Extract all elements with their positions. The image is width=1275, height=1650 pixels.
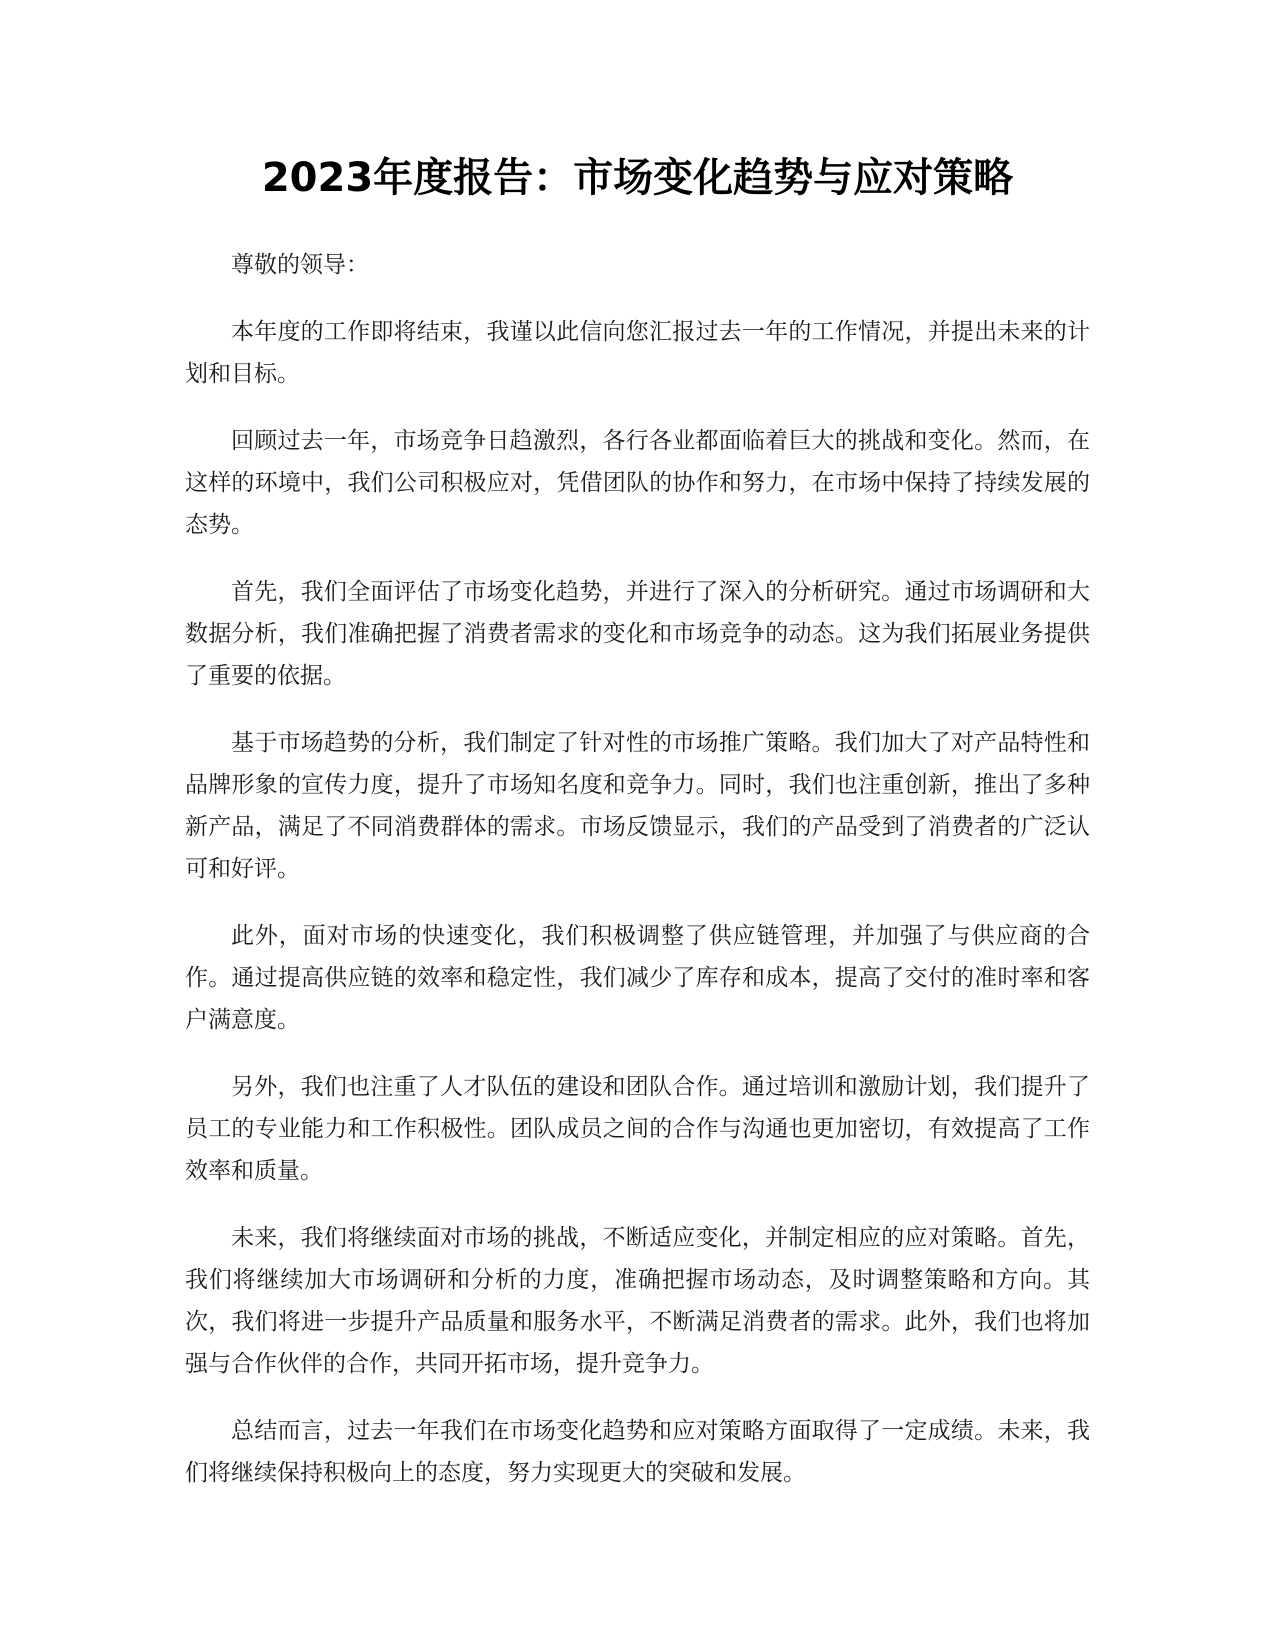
paragraph-3: 首先，我们全面评估了市场变化趋势，并进行了深入的分析研究。通过市场调研和大数据分析，我们准确把握了消费者需求的变化和市场竞争的动态。这为我们拓展业务提供了重要的依据。: [185, 579, 1090, 689]
paragraph-4: 基于市场趋势的分析，我们制定了针对性的市场推广策略。我们加大了对产品特性和品牌形象的宣传力度，提升了市场知名度和竞争力。同时，我们也注重创新，推出了多种新产品，满足了不同消费群体的需求。市场反馈显示，我们的产品受到了消费者的广泛认可和好评。: [185, 730, 1090, 882]
paragraph-7: 未来，我们将继续面对市场的挑战，不断适应变化，并制定相应的应对策略。首先，我们将继续加大市场调研和分析的力度，准确把握市场动态，及时调整策略和方向。其次，我们将进一步提升产品质量和服务水平，不断满足消费者的需求。此外，我们也将加强与合作伙伴的合作，共同开拓市场，提升竞争力。: [185, 1225, 1090, 1377]
paragraph-6: 另外，我们也注重了人才队伍的建设和团队合作。通过培训和激励计划，我们提升了员工的专业能力和工作积极性。团队成员之间的合作与沟通也更加密切，有效提高了工作效率和质量。: [185, 1074, 1090, 1184]
paragraph-5: 此外，面对市场的快速变化，我们积极调整了供应链管理，并加强了与供应商的合作。通过提高供应链的效率和稳定性，我们减少了库存和成本，提高了交付的准时率和客户满意度。: [185, 923, 1090, 1033]
greeting: 尊敬的领导：: [231, 252, 369, 278]
paragraph-2: 回顾过去一年，市场竞争日趋激烈，各行各业都面临着巨大的挑战和变化。然而，在这样的环境中，我们公司积极应对，凭借团队的协作和努力，在市场中保持了持续发展的态势。: [185, 428, 1090, 538]
document-body: [185, 244, 1090, 1519]
document-title: 2023年度报告：市场变化趋势与应对策略: [261, 155, 1014, 201]
paragraph-1: 本年度的工作即将结束，我谨以此信向您汇报过去一年的工作情况，并提出未来的计划和目标。: [185, 319, 1090, 387]
paragraph-8: 总结而言，过去一年我们在市场变化趋势和应对策略方面取得了一定成绩。未来，我们将继续保持积极向上的态度，努力实现更大的突破和发展。: [185, 1418, 1090, 1486]
